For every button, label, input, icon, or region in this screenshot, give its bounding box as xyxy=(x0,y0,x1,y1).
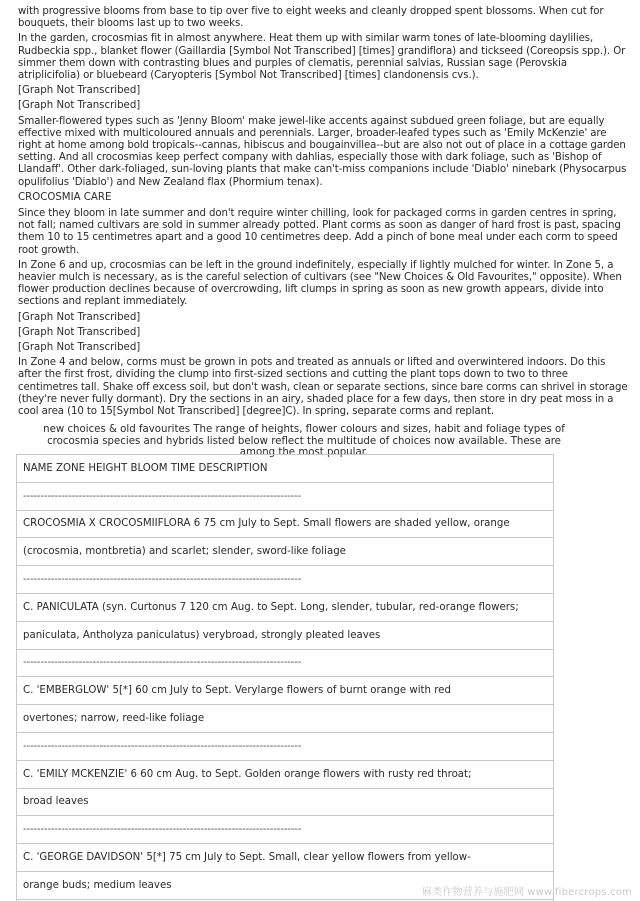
section-heading: CROCOSMIA CARE xyxy=(18,191,112,203)
graph-placeholder: [Graph Not Transcribed] xyxy=(18,311,141,323)
graph-placeholder: [Graph Not Transcribed] xyxy=(18,326,141,338)
table-row: (crocosmia, montbretia) and scarlet; slender, sword-like foliage xyxy=(17,538,553,566)
table-row: C. 'EMILY MCKENZIE' 6 60 cm Aug. to Sept. Golden orange flowers with rusty red throat; xyxy=(17,761,553,789)
table-row: paniculata, Antholyza paniculatus) verybroad, strongly pleated leaves xyxy=(17,622,553,650)
paragraph: In Zone 4 and below, corms must be grown in pots and treated as annuals or lifted and overwintered indoors. Do this after the first frost, dividing the clump into first-sized sections and cutting the plant tops down to two to three centimetres tall. Shake off excess soil, but don't wash, clean or separate sections, since bare corms can shrivel in storage (they're never fully dormant). Dry the sections in an airy, shaded place for a few days, then store in dry peat moss in a cool area (10 to 15[Symbol Not Transcribed] [degree]C). In spring, separate corms and replant. xyxy=(18,357,628,418)
paragraph: In Zone 6 and up, crocosmias can be left in the ground indefinitely, especially if lightly mulched for winter. In Zone 5, a heavier mulch is necessary, as is the careful selection of cultivars (see "New Choices & Old Favourites," opposite). When flower production declines because of overcrowding, lift clumps in spring as soon as new growth appears, divide into sections and replant immediately. xyxy=(18,259,622,308)
table-row: C. 'GEORGE DAVIDSON' 5[*] 75 cm July to Sept. Small, clear yellow flowers from yellow- xyxy=(17,844,553,872)
table-row: broad leaves xyxy=(17,789,553,817)
table-row: orange buds; medium leaves xyxy=(17,872,553,900)
site-watermark: 麻类作物营养与施肥网 www.fibercrops.com xyxy=(421,887,632,898)
table-row: C. PANICULATA (syn. Curtonus 7 120 cm Aug. to Sept. Long, slender, tubular, red-orange flowers; xyxy=(17,594,553,622)
paragraph: Smaller-flowered types such as 'Jenny Bloom' make jewel-like accents against subdued green foliage, but are equally effective mixed with multicoloured annuals and perennials. Larger, broader-leafed types such as 'Emily McKenzie' are right at home among bold tropicals--cannas, hibiscus and bougainvillea--but are also not out of place in a cottage garden setting. And all crocosmias keep perfect company with dahlias, especially those with dark foliage, such as 'Bishop of Llandaff'. Other dark-foliaged, sun-loving plants that make can't-miss companions include 'Diablo' ninebark (Physocarpus opulifolius 'Diablo') and New Zealand flax (Phormium tenax). xyxy=(18,115,627,188)
table-separator: -------------------------------------------------------------------------------- xyxy=(17,483,553,511)
paragraph: In the garden, crocosmias fit in almost anywhere. Heat them up with similar warm tones of late-blooming daylilies, Rudbeckia spp., blanket flower (Gaillardia [Symbol Not Transcribed] [times] grandiflora) and tickseed (Coreopsis spp.). Or simmer them down with contrasting blues and purples of clematis, perennial salvias, Russian sage (Perovskia atriplicifolia) or bluebeard (Caryopteris [Symbol Not Transcribed] [times] clandonensis cvs.). xyxy=(18,33,626,82)
table-separator: -------------------------------------------------------------------------------- xyxy=(17,650,553,678)
table-header-row: NAME ZONE HEIGHT BLOOM TIME DESCRIPTION xyxy=(17,455,553,483)
table-caption: new choices & old favourites The range of heights, flower colours and sizes, habit and foliage types of crocosmia species and hybrids listed below reflect the multitude of choices now available. These are among the most popular. xyxy=(43,424,565,459)
table-separator: -------------------------------------------------------------------------------- xyxy=(17,816,553,844)
table-separator: -------------------------------------------------------------------------------- xyxy=(17,733,553,761)
cultivar-table xyxy=(16,454,554,901)
table-row: CROCOSMIA X CROCOSMIIFLORA 6 75 cm July to Sept. Small flowers are shaded yellow, orange xyxy=(17,511,553,539)
graph-placeholder: [Graph Not Transcribed] xyxy=(18,342,141,354)
graph-placeholder: [Graph Not Transcribed] xyxy=(18,85,141,97)
table-separator: -------------------------------------------------------------------------------- xyxy=(17,566,553,594)
article-body xyxy=(18,6,630,464)
table-row: C. 'EMBERGLOW' 5[*] 60 cm July to Sept. Verylarge flowers of burnt orange with red xyxy=(17,677,553,705)
paragraph: Since they bloom in late summer and don't require winter chilling, look for packaged corms in garden centres in spring, not fall; named cultivars are sold in summer already potted. Plant corms as soon as danger of hard frost is past, spacing them 10 to 15 centimetres apart and a good 10 centimetres deep. Add a pinch of bone meal under each corm to speed root growth. xyxy=(18,208,621,256)
paragraph: with progressive blooms from base to tip over five to eight weeks and cleanly dropped spent blossoms. When cut for bouquets, their blooms last up to two weeks. xyxy=(18,6,604,30)
graph-placeholder: [Graph Not Transcribed] xyxy=(18,100,141,112)
table-row: overtones; narrow, reed-like foliage xyxy=(17,705,553,733)
